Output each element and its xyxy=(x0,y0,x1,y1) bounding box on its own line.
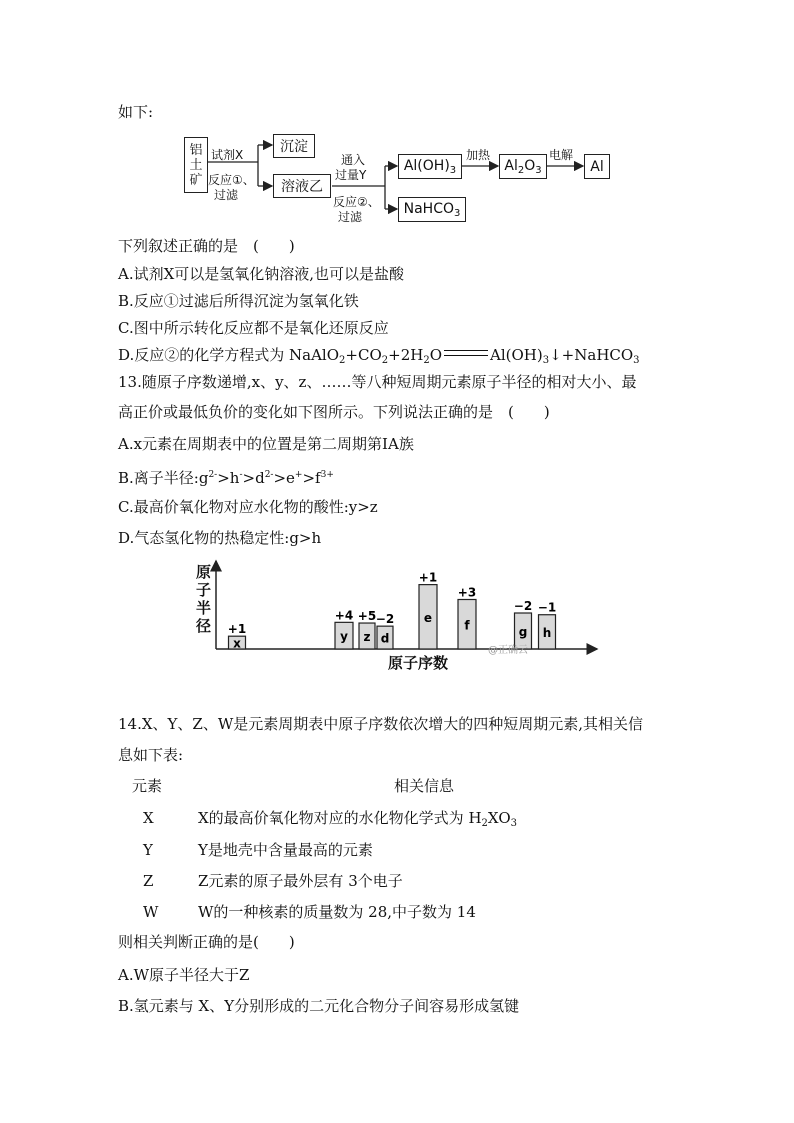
precipitate-text: 沉淀 xyxy=(280,139,308,155)
q13-line-2: 高正价或最低负价的变化如下图所示。下列说法正确的是 ( ) xyxy=(118,403,550,421)
reagent-x-label: 试剂X xyxy=(211,148,244,162)
bar-label-h: h xyxy=(542,625,552,640)
valence-label-x: +1 xyxy=(227,622,247,637)
al2o3-text: $Al_2O_3$ xyxy=(504,157,542,176)
table-row-info: Z元素的原子最外层有 3个电子 xyxy=(198,872,403,890)
q14-option-b: B.氢元素与 X、Y分别形成的二元化合物分子间容易形成氢键 xyxy=(118,997,520,1015)
reaction2-label-2: 过滤 xyxy=(338,210,363,224)
table-header-element: 元素 xyxy=(132,777,163,795)
q12-option-c: C.图中所示转化反应都不是氧化还原反应 xyxy=(118,319,389,337)
table-row-el: W xyxy=(143,903,159,921)
valence-label-g: −2 xyxy=(513,599,533,613)
q14-line-2: 息如下表: xyxy=(118,746,184,764)
table-row-info: W的一种核素的质量数为 28,中子数为 14 xyxy=(198,903,476,921)
flowchart-arrows xyxy=(0,0,794,240)
valence-label-y: +4 xyxy=(334,608,354,623)
q13-option-b: B.离子半径$:g^{2-}>h^->d^{2-}>e^+>f^{3+}$ xyxy=(118,469,334,487)
al-box xyxy=(584,154,610,179)
nahco3-box xyxy=(398,197,466,222)
q12-stem: 下列叙述正确的是 ( ) xyxy=(118,237,295,255)
x-axis-label: 原子序数 xyxy=(388,654,449,672)
valence-label-e: +1 xyxy=(418,570,438,585)
table-row-info: X的最高价氧化物对应的水化物化学式为 $H_2XO_3$ xyxy=(198,809,517,829)
q14-line-1: 14.X、Y、Z、W是元素周期表中原子序数依次增大的四种短周期元素,其相关信 xyxy=(118,715,644,733)
q13-option-c: C.最高价氧化物对应水化物的酸性:y>z xyxy=(118,498,378,516)
solution-b-text: 溶液乙 xyxy=(281,179,323,195)
pass-in-label-2: 过量Y xyxy=(335,168,367,182)
bar-label-y: y xyxy=(340,629,348,644)
bar-label-d: d xyxy=(380,631,390,646)
bar-label-g: g xyxy=(518,625,528,639)
table-row-el: Z xyxy=(143,872,154,890)
bar-label-e: e xyxy=(423,610,433,625)
flowchart xyxy=(0,0,794,240)
bars-group xyxy=(228,571,556,651)
bauxite-char-3: 矿 xyxy=(189,172,203,188)
bar-label-z: z xyxy=(363,630,371,645)
al2o3-box xyxy=(499,154,547,179)
valence-label-h: −1 xyxy=(537,600,557,615)
bar-label-f: f xyxy=(464,618,470,633)
double-line-equals xyxy=(444,350,488,356)
aloh3-box xyxy=(398,154,462,179)
y-axis-label: 原子半径 xyxy=(196,563,212,635)
q13-option-d: D.气态氢化物的热稳定性:g>h xyxy=(118,529,322,547)
table-row-info: Y是地壳中含量最高的元素 xyxy=(198,841,373,859)
q13-line-1: 13.随原子序数递增,x、y、z、……等八种短周期元素原子半径的相对大小、最 xyxy=(118,373,637,391)
reaction2-label-1: 反应②、 xyxy=(333,195,380,209)
table-row-el: X xyxy=(143,809,154,827)
valence-label-d: −2 xyxy=(375,612,395,627)
q14-stem: 则相关判断正确的是( ) xyxy=(118,933,295,951)
al-text: Al xyxy=(590,158,604,175)
table-header-info: 相关信息 xyxy=(394,777,455,795)
electrolysis-label: 电解 xyxy=(549,148,574,162)
bauxite-char-2: 土 xyxy=(189,157,203,173)
q12-option-a: A.试剂X可以是氢氧化钠溶液,也可以是盐酸 xyxy=(118,265,405,283)
reaction1-label-1: 反应①、 xyxy=(208,173,255,187)
q14-option-a: A.W原子半径大于Z xyxy=(118,966,250,984)
pass-in-label-1: 通入 xyxy=(341,153,366,167)
bauxite-char-1: 铝 xyxy=(189,142,203,158)
q13-option-a: A.x元素在周期表中的位置是第二周期第ⅠA族 xyxy=(118,435,414,453)
q12-option-d: D.反应②的化学方程式为 $NaAlO_2+CO_2+2H_2O$ $Al(OH)_3↓+NaHCO_3$ xyxy=(118,346,640,366)
heat-label: 加热 xyxy=(466,148,491,162)
valence-label-z: +5 xyxy=(357,609,377,624)
watermark-text: @正确云 xyxy=(488,645,528,656)
nahco3-text: NaHCO$_3$ xyxy=(403,200,461,219)
bauxite-box xyxy=(184,137,208,193)
bar-label-x: x xyxy=(233,636,241,651)
radius-chart xyxy=(0,555,794,675)
q12-option-b: B.反应①过滤后所得沉淀为氢氧化铁 xyxy=(118,292,359,310)
precipitate-box xyxy=(273,134,315,158)
reaction1-label-2: 过滤 xyxy=(214,188,239,202)
table-row-el: Y xyxy=(143,841,153,859)
valence-label-f: +3 xyxy=(457,585,477,600)
solution-b-box xyxy=(273,174,331,198)
aloh3-text: $Al(OH)_3$ xyxy=(403,157,457,176)
intro-text: 如下: xyxy=(118,103,154,121)
